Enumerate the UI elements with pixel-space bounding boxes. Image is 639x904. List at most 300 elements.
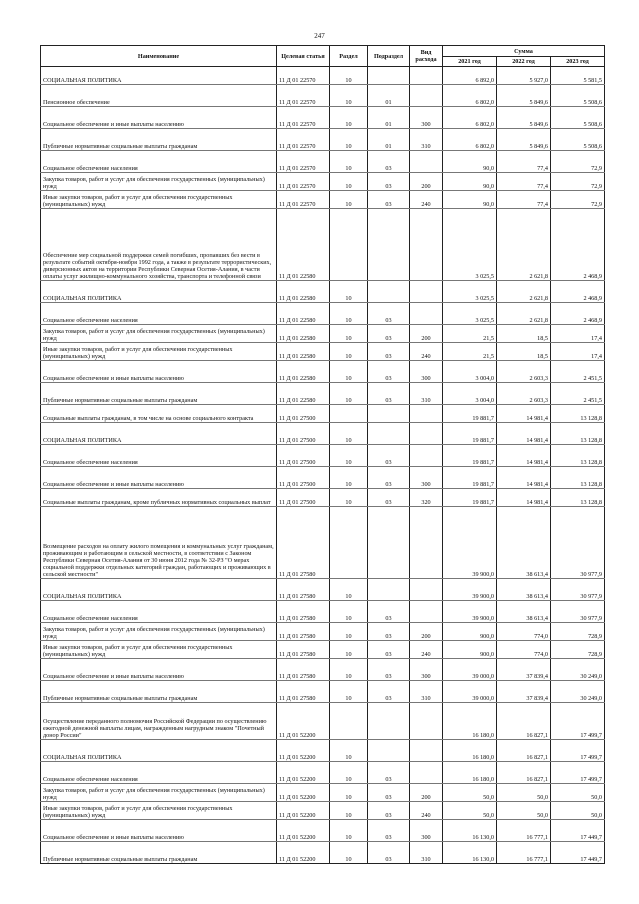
table-row [41, 67, 605, 85]
cell-section: 10 [330, 784, 368, 802]
cell-2021: 19 881,7 [443, 489, 497, 507]
cell-article: 11 Д 01 52200 [277, 842, 330, 864]
cell-expense-kind: 310 [410, 383, 443, 405]
cell-subsection: 03 [368, 467, 410, 489]
cell-article: 11 Д 01 27580 [277, 623, 330, 641]
table-row [41, 209, 605, 281]
header-2023: 2023 год [551, 57, 605, 67]
cell-2022: 38 613,4 [497, 579, 551, 601]
cell-name: Социальное обеспечение населения [41, 445, 277, 467]
cell-subsection: 03 [368, 361, 410, 383]
cell-article: 11 Д 01 22570 [277, 191, 330, 209]
cell-2021: 3 025,5 [443, 303, 497, 325]
cell-subsection [368, 740, 410, 762]
cell-expense-kind [410, 85, 443, 107]
cell-2023: 50,0 [551, 784, 605, 802]
table-row [41, 489, 605, 507]
cell-2023: 5 508,6 [551, 129, 605, 151]
cell-2023: 17 499,7 [551, 740, 605, 762]
cell-name: Публичные нормативные социальные выплаты гражданам [41, 681, 277, 703]
cell-article: 11 Д 01 27580 [277, 659, 330, 681]
cell-2022: 16 777,1 [497, 842, 551, 864]
cell-article: 11 Д 01 27580 [277, 579, 330, 601]
cell-section: 10 [330, 802, 368, 820]
cell-2021: 16 130,0 [443, 820, 497, 842]
cell-2022: 16 827,1 [497, 740, 551, 762]
table-row [41, 740, 605, 762]
cell-2022: 16 777,1 [497, 820, 551, 842]
cell-2021: 19 881,7 [443, 405, 497, 423]
cell-2022: 2 621,8 [497, 281, 551, 303]
cell-section: 10 [330, 467, 368, 489]
table-row [41, 641, 605, 659]
cell-name: Закупка товаров, работ и услуг для обеспечения государственных (муниципальных) нужд [41, 623, 277, 641]
cell-subsection: 03 [368, 303, 410, 325]
cell-section: 10 [330, 191, 368, 209]
cell-subsection: 03 [368, 343, 410, 361]
cell-2021: 6 802,0 [443, 129, 497, 151]
cell-article: 11 Д 01 22570 [277, 173, 330, 191]
cell-subsection: 03 [368, 659, 410, 681]
table-row [41, 325, 605, 343]
cell-name: Социальное обеспечение и иные выплаты населению [41, 467, 277, 489]
cell-2022: 50,0 [497, 784, 551, 802]
cell-2022: 2 603,3 [497, 361, 551, 383]
cell-expense-kind [410, 740, 443, 762]
cell-subsection: 03 [368, 151, 410, 173]
cell-article: 11 Д 01 22570 [277, 129, 330, 151]
table-row [41, 681, 605, 703]
cell-2022: 5 849,6 [497, 107, 551, 129]
cell-subsection: 03 [368, 173, 410, 191]
cell-article: 11 Д 01 22580 [277, 325, 330, 343]
cell-expense-kind: 310 [410, 681, 443, 703]
cell-2021: 16 180,0 [443, 740, 497, 762]
cell-section: 10 [330, 85, 368, 107]
cell-2023: 72,9 [551, 191, 605, 209]
cell-name: Социальное обеспечение и иные выплаты населению [41, 361, 277, 383]
table-row [41, 107, 605, 129]
cell-article: 11 Д 01 22580 [277, 209, 330, 281]
cell-2022: 16 827,1 [497, 703, 551, 740]
cell-name: Социальное обеспечение населения [41, 303, 277, 325]
cell-expense-kind [410, 209, 443, 281]
cell-subsection [368, 281, 410, 303]
header-article: Целевая статья [277, 46, 330, 67]
cell-subsection [368, 405, 410, 423]
cell-2021: 6 892,0 [443, 67, 497, 85]
cell-section: 10 [330, 489, 368, 507]
cell-article: 11 Д 01 27500 [277, 423, 330, 445]
cell-2023: 13 128,8 [551, 467, 605, 489]
cell-subsection: 03 [368, 820, 410, 842]
cell-article: 11 Д 01 22580 [277, 281, 330, 303]
cell-2022: 77,4 [497, 151, 551, 173]
cell-expense-kind [410, 579, 443, 601]
cell-name: СОЦИАЛЬНАЯ ПОЛИТИКА [41, 740, 277, 762]
cell-section: 10 [330, 383, 368, 405]
cell-2021: 19 881,7 [443, 423, 497, 445]
cell-name: Социальное обеспечение населения [41, 151, 277, 173]
table-row [41, 343, 605, 361]
cell-section [330, 209, 368, 281]
cell-name: СОЦИАЛЬНАЯ ПОЛИТИКА [41, 579, 277, 601]
cell-2022: 38 613,4 [497, 601, 551, 623]
table-row [41, 405, 605, 423]
cell-subsection: 03 [368, 601, 410, 623]
cell-article: 11 Д 01 52200 [277, 784, 330, 802]
cell-section: 10 [330, 361, 368, 383]
cell-section: 10 [330, 820, 368, 842]
cell-article: 11 Д 01 27500 [277, 445, 330, 467]
header-2022: 2022 год [497, 57, 551, 67]
cell-2021: 6 802,0 [443, 107, 497, 129]
cell-2023: 13 128,8 [551, 405, 605, 423]
cell-expense-kind [410, 151, 443, 173]
cell-name: Обеспечение мер социальной поддержки семей погибших, пропавших без вести в результате событий октября-ноября 1992 года, а также в результате террористических, диверсионных актов на территории Республики Северная Осетия-Алания, в части оплаты услуг жилищно-коммунального хозяйства, транспорта и телефонной связи [41, 209, 277, 281]
cell-name: СОЦИАЛЬНАЯ ПОЛИТИКА [41, 281, 277, 303]
cell-subsection [368, 579, 410, 601]
header-section: Раздел [330, 46, 368, 67]
cell-2021: 39 900,0 [443, 601, 497, 623]
cell-section: 10 [330, 579, 368, 601]
cell-article: 11 Д 01 52200 [277, 820, 330, 842]
cell-name: Социальное обеспечение и иные выплаты населению [41, 659, 277, 681]
cell-subsection: 03 [368, 489, 410, 507]
cell-2023: 17,4 [551, 343, 605, 361]
cell-article: 11 Д 01 27580 [277, 681, 330, 703]
cell-section [330, 703, 368, 740]
cell-article: 11 Д 01 27580 [277, 601, 330, 623]
cell-2023: 728,9 [551, 623, 605, 641]
cell-expense-kind: 300 [410, 107, 443, 129]
cell-2022: 14 981,4 [497, 445, 551, 467]
table-row [41, 659, 605, 681]
cell-2023: 72,9 [551, 151, 605, 173]
cell-subsection: 03 [368, 325, 410, 343]
cell-2023: 30 977,9 [551, 507, 605, 579]
cell-name: Закупка товаров, работ и услуг для обеспечения государственных (муниципальных) нужд [41, 325, 277, 343]
cell-2022: 774,0 [497, 641, 551, 659]
cell-expense-kind [410, 281, 443, 303]
cell-name: Закупка товаров, работ и услуг для обеспечения государственных (муниципальных) нужд [41, 173, 277, 191]
cell-expense-kind [410, 507, 443, 579]
cell-article: 11 Д 01 52200 [277, 703, 330, 740]
cell-name: Иные закупки товаров, работ и услуг для обеспечения государственных (муниципальных) нужд [41, 641, 277, 659]
cell-2021: 21,5 [443, 343, 497, 361]
cell-section: 10 [330, 107, 368, 129]
cell-section: 10 [330, 173, 368, 191]
cell-article: 11 Д 01 27500 [277, 405, 330, 423]
cell-2021: 90,0 [443, 173, 497, 191]
cell-subsection [368, 67, 410, 85]
cell-2023: 13 128,8 [551, 445, 605, 467]
cell-subsection: 03 [368, 681, 410, 703]
table-row [41, 623, 605, 641]
cell-section [330, 507, 368, 579]
cell-2023: 30 249,0 [551, 681, 605, 703]
cell-expense-kind: 320 [410, 489, 443, 507]
cell-name: Социальное обеспечение и иные выплаты населению [41, 107, 277, 129]
table-row [41, 173, 605, 191]
cell-section: 10 [330, 129, 368, 151]
cell-2023: 30 249,0 [551, 659, 605, 681]
cell-article: 11 Д 01 22580 [277, 361, 330, 383]
cell-name: Социальные выплаты гражданам, в том числе на основе социального контракта [41, 405, 277, 423]
cell-2021: 39 000,0 [443, 681, 497, 703]
cell-expense-kind: 300 [410, 361, 443, 383]
cell-name: Возмещение расходов на оплату жилого помещения и коммунальных услуг гражданам, проживающим и работающим в сельской местности, в соответствии с Законом Республики Северная Осетия-Алания от 30 июня 2012 года № 32-РЗ "О мерах социальной поддержки отдельных категорий граждан, работающих и проживающих в сельской местности" [41, 507, 277, 579]
cell-subsection: 03 [368, 641, 410, 659]
cell-expense-kind [410, 405, 443, 423]
table-row [41, 85, 605, 107]
cell-2021: 90,0 [443, 151, 497, 173]
cell-section: 10 [330, 641, 368, 659]
cell-article: 11 Д 01 22570 [277, 67, 330, 85]
header-sum: Сумма [443, 46, 605, 57]
cell-article: 11 Д 01 27500 [277, 467, 330, 489]
cell-section: 10 [330, 659, 368, 681]
cell-2022: 5 849,6 [497, 85, 551, 107]
table-row [41, 303, 605, 325]
cell-2022: 37 839,4 [497, 659, 551, 681]
cell-expense-kind: 300 [410, 467, 443, 489]
cell-section: 10 [330, 681, 368, 703]
cell-subsection: 03 [368, 802, 410, 820]
cell-subsection: 03 [368, 383, 410, 405]
cell-2021: 3 025,5 [443, 209, 497, 281]
table-header [41, 46, 605, 67]
cell-2022: 774,0 [497, 623, 551, 641]
table-row [41, 383, 605, 405]
cell-2021: 50,0 [443, 784, 497, 802]
cell-2023: 17,4 [551, 325, 605, 343]
cell-expense-kind: 200 [410, 784, 443, 802]
cell-subsection: 01 [368, 107, 410, 129]
header-expense-kind: Вид расхода [410, 46, 443, 67]
table-row [41, 820, 605, 842]
cell-section: 10 [330, 303, 368, 325]
cell-name: СОЦИАЛЬНАЯ ПОЛИТИКА [41, 423, 277, 445]
cell-expense-kind: 240 [410, 802, 443, 820]
table-row [41, 445, 605, 467]
cell-expense-kind [410, 445, 443, 467]
cell-2022: 2 621,8 [497, 209, 551, 281]
cell-2021: 39 900,0 [443, 507, 497, 579]
cell-2022: 14 981,4 [497, 467, 551, 489]
cell-2022: 38 613,4 [497, 507, 551, 579]
header-2021: 2021 год [443, 57, 497, 67]
cell-2022: 14 981,4 [497, 405, 551, 423]
cell-2022: 5 849,6 [497, 129, 551, 151]
cell-subsection: 03 [368, 445, 410, 467]
cell-2023: 17 449,7 [551, 820, 605, 842]
cell-2022: 14 981,4 [497, 489, 551, 507]
table-row [41, 423, 605, 445]
cell-expense-kind [410, 67, 443, 85]
cell-2021: 50,0 [443, 802, 497, 820]
budget-table [40, 45, 605, 864]
cell-name: Публичные нормативные социальные выплаты гражданам [41, 129, 277, 151]
cell-subsection: 03 [368, 762, 410, 784]
cell-article: 11 Д 01 52200 [277, 802, 330, 820]
cell-name: Иные закупки товаров, работ и услуг для обеспечения государственных (муниципальных) нужд [41, 802, 277, 820]
cell-expense-kind: 240 [410, 191, 443, 209]
cell-expense-kind [410, 762, 443, 784]
cell-2023: 2 468,9 [551, 303, 605, 325]
cell-name: Социальное обеспечение населения [41, 762, 277, 784]
cell-2021: 90,0 [443, 191, 497, 209]
cell-expense-kind [410, 303, 443, 325]
cell-subsection: 03 [368, 784, 410, 802]
cell-name: Закупка товаров, работ и услуг для обеспечения государственных (муниципальных) нужд [41, 784, 277, 802]
cell-expense-kind: 310 [410, 129, 443, 151]
cell-2022: 37 839,4 [497, 681, 551, 703]
cell-expense-kind: 240 [410, 641, 443, 659]
cell-article: 11 Д 01 22580 [277, 383, 330, 405]
cell-subsection: 03 [368, 191, 410, 209]
cell-section: 10 [330, 325, 368, 343]
cell-2023: 30 977,9 [551, 601, 605, 623]
cell-article: 11 Д 01 22570 [277, 85, 330, 107]
cell-article: 11 Д 01 22580 [277, 303, 330, 325]
cell-2023: 17 499,7 [551, 762, 605, 784]
cell-subsection: 03 [368, 842, 410, 864]
cell-2021: 6 802,0 [443, 85, 497, 107]
cell-section: 10 [330, 281, 368, 303]
cell-name: Пенсионное обеспечение [41, 85, 277, 107]
cell-article: 11 Д 01 22570 [277, 107, 330, 129]
cell-expense-kind: 300 [410, 659, 443, 681]
cell-2023: 5 508,6 [551, 107, 605, 129]
cell-article: 11 Д 01 22570 [277, 151, 330, 173]
table-row [41, 191, 605, 209]
table-row [41, 842, 605, 864]
cell-expense-kind: 240 [410, 343, 443, 361]
cell-2021: 3 025,5 [443, 281, 497, 303]
cell-subsection [368, 507, 410, 579]
table-row [41, 579, 605, 601]
cell-2023: 13 128,8 [551, 423, 605, 445]
cell-expense-kind: 200 [410, 173, 443, 191]
cell-section [330, 405, 368, 423]
header-subsection: Подраздел [368, 46, 410, 67]
cell-2023: 17 449,7 [551, 842, 605, 864]
cell-2023: 2 468,9 [551, 281, 605, 303]
cell-name: Социальные выплаты гражданам, кроме публичных нормативных социальных выплат [41, 489, 277, 507]
cell-expense-kind [410, 601, 443, 623]
cell-section: 10 [330, 601, 368, 623]
cell-subsection: 01 [368, 85, 410, 107]
cell-name: Иные закупки товаров, работ и услуг для обеспечения государственных (муниципальных) нужд [41, 343, 277, 361]
cell-article: 11 Д 01 22580 [277, 343, 330, 361]
cell-name: Социальное обеспечение населения [41, 601, 277, 623]
cell-2022: 14 981,4 [497, 423, 551, 445]
cell-name: Иные закупки товаров, работ и услуг для обеспечения государственных (муниципальных) нужд [41, 191, 277, 209]
cell-2023: 2 451,5 [551, 361, 605, 383]
cell-subsection [368, 209, 410, 281]
table-row [41, 129, 605, 151]
cell-article: 11 Д 01 27580 [277, 507, 330, 579]
cell-expense-kind: 200 [410, 623, 443, 641]
cell-2022: 50,0 [497, 802, 551, 820]
cell-expense-kind [410, 423, 443, 445]
cell-name: Публичные нормативные социальные выплаты гражданам [41, 383, 277, 405]
cell-2021: 900,0 [443, 641, 497, 659]
cell-article: 11 Д 01 27500 [277, 489, 330, 507]
cell-subsection: 01 [368, 129, 410, 151]
table-row [41, 703, 605, 740]
cell-article: 11 Д 01 52200 [277, 740, 330, 762]
cell-2021: 16 130,0 [443, 842, 497, 864]
table-row [41, 467, 605, 489]
table-row [41, 507, 605, 579]
cell-expense-kind: 300 [410, 820, 443, 842]
cell-2023: 17 499,7 [551, 703, 605, 740]
cell-2023: 13 128,8 [551, 489, 605, 507]
cell-2022: 18,5 [497, 343, 551, 361]
cell-2021: 19 881,7 [443, 445, 497, 467]
cell-name: Осуществление переданного полномочия Российской Федерации по осуществлению ежегодной денежной выплаты лицам, награжденным нагрудным знаком "Почетный донор России" [41, 703, 277, 740]
cell-article: 11 Д 01 52200 [277, 762, 330, 784]
table-body [41, 67, 605, 864]
cell-2022: 77,4 [497, 191, 551, 209]
cell-2022: 77,4 [497, 173, 551, 191]
cell-2023: 72,9 [551, 173, 605, 191]
cell-2022: 2 621,8 [497, 303, 551, 325]
cell-2022: 18,5 [497, 325, 551, 343]
cell-2021: 900,0 [443, 623, 497, 641]
cell-2021: 3 004,0 [443, 383, 497, 405]
table-row [41, 281, 605, 303]
table-row [41, 784, 605, 802]
cell-section: 10 [330, 740, 368, 762]
cell-subsection: 03 [368, 623, 410, 641]
cell-2021: 19 881,7 [443, 467, 497, 489]
table-row [41, 802, 605, 820]
cell-2023: 2 451,5 [551, 383, 605, 405]
cell-2021: 16 180,0 [443, 703, 497, 740]
cell-expense-kind: 200 [410, 325, 443, 343]
cell-expense-kind [410, 703, 443, 740]
cell-name: Публичные нормативные социальные выплаты гражданам [41, 842, 277, 864]
cell-subsection [368, 703, 410, 740]
cell-subsection [368, 423, 410, 445]
table-row [41, 601, 605, 623]
cell-2023: 30 977,9 [551, 579, 605, 601]
cell-2023: 2 468,9 [551, 209, 605, 281]
cell-section: 10 [330, 67, 368, 85]
cell-2023: 728,9 [551, 641, 605, 659]
cell-2023: 5 508,6 [551, 85, 605, 107]
cell-section: 10 [330, 151, 368, 173]
table-row [41, 762, 605, 784]
cell-2021: 39 900,0 [443, 579, 497, 601]
cell-2021: 39 000,0 [443, 659, 497, 681]
table-row [41, 151, 605, 173]
cell-2021: 21,5 [443, 325, 497, 343]
cell-name: Социальное обеспечение и иные выплаты населению [41, 820, 277, 842]
cell-2022: 2 603,3 [497, 383, 551, 405]
table-row [41, 361, 605, 383]
cell-name: СОЦИАЛЬНАЯ ПОЛИТИКА [41, 67, 277, 85]
cell-2021: 16 180,0 [443, 762, 497, 784]
cell-2022: 16 827,1 [497, 762, 551, 784]
cell-section: 10 [330, 623, 368, 641]
cell-section: 10 [330, 762, 368, 784]
cell-section: 10 [330, 423, 368, 445]
cell-section: 10 [330, 842, 368, 864]
